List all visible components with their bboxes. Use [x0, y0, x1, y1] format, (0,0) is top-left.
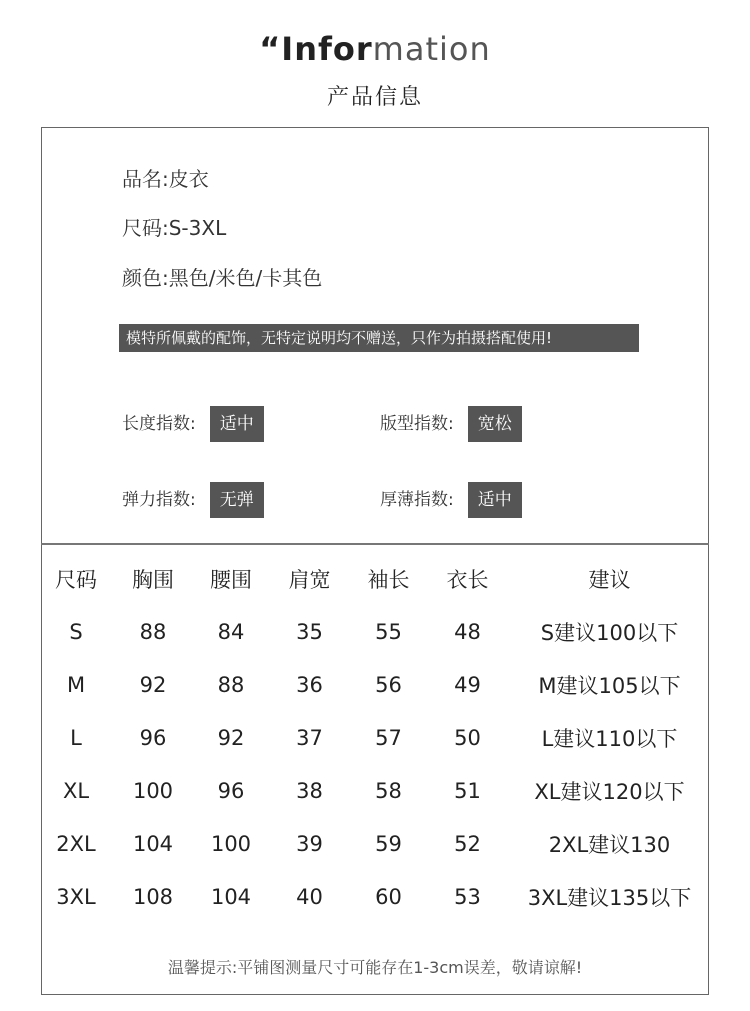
suggestion-cell: XL建议120以下: [534, 779, 685, 804]
chest-cell: 108: [132, 884, 174, 909]
sleeve-cell: 57: [375, 725, 402, 750]
elasticity-index: [122, 482, 264, 518]
suggestion-cell: S建议100以下: [540, 620, 679, 645]
length-cell: 49: [454, 672, 481, 697]
product-size-range: 尺码:S-3XL: [122, 216, 227, 240]
header-suggestion: 建议: [588, 568, 631, 592]
thickness-index-value: 适中: [468, 482, 522, 518]
suggestion-cell: 2XL建议130: [548, 832, 671, 857]
header-chest: 胸围: [132, 568, 174, 592]
table-row: [38, 870, 712, 923]
accessory-notice-banner: 模特所佩戴的配饰，无特定说明均不赠送，只作为拍摄搭配使用!: [119, 324, 639, 352]
length-cell: 53: [454, 884, 481, 909]
table-row: [38, 658, 712, 711]
elasticity-index-value: 无弹: [210, 482, 264, 518]
header-shoulder: 肩宽: [288, 568, 331, 592]
waist-cell: 96: [217, 778, 245, 803]
size-cell: XL: [62, 778, 90, 803]
chest-cell: 88: [139, 619, 167, 644]
shoulder-cell: 38: [296, 778, 323, 803]
header-sleeve: 袖长: [367, 568, 410, 592]
table-row: [38, 764, 712, 817]
shoulder-cell: 40: [296, 884, 323, 909]
size-cell: S: [69, 619, 83, 644]
thickness-index: [380, 482, 522, 518]
length-cell: 52: [454, 831, 481, 856]
length-cell: 48: [454, 619, 481, 644]
shoulder-cell: 36: [296, 672, 323, 697]
measurement-tip: 温馨提示:平铺图测量尺寸可能存在1-3cm误差，敬请谅解!: [167, 958, 583, 977]
length-index-label: 长度指数:: [122, 414, 196, 434]
suggestion-cell: 3XL建议135以下: [527, 885, 692, 910]
length-index: [122, 406, 264, 442]
table-row: [38, 605, 712, 658]
product-name: 品名:皮衣: [122, 167, 209, 191]
waist-cell: 104: [210, 884, 252, 909]
chest-cell: 92: [139, 672, 167, 697]
size-chart-table: [38, 553, 712, 923]
waist-cell: 88: [217, 672, 245, 697]
chest-cell: 100: [132, 778, 174, 803]
page-title: [0, 30, 750, 68]
waist-cell: 92: [217, 725, 245, 750]
thickness-index-label: 厚薄指数:: [380, 490, 454, 510]
waist-cell: 100: [210, 831, 252, 856]
shoulder-cell: 35: [296, 619, 323, 644]
sleeve-cell: 60: [375, 884, 402, 909]
size-chart-header-row: [38, 553, 712, 605]
title-quote-mark: “: [259, 30, 282, 68]
size-cell: M: [66, 672, 86, 697]
size-cell: 3XL: [56, 884, 96, 909]
title-bold-part: Infor: [281, 30, 373, 68]
sleeve-cell: 59: [375, 831, 402, 856]
suggestion-cell: L建议110以下: [541, 726, 678, 751]
shoulder-cell: 37: [296, 725, 323, 750]
product-colors: 颜色:黑色/米色/卡其色: [122, 266, 323, 290]
fit-index-value: 宽松: [468, 406, 522, 442]
header-waist: 腰围: [210, 568, 252, 592]
length-cell: 51: [454, 778, 481, 803]
table-row: [38, 711, 712, 764]
suggestion-cell: M建议105以下: [538, 673, 681, 698]
sleeve-cell: 55: [375, 619, 402, 644]
fit-index-label: 版型指数:: [380, 414, 454, 434]
size-cell: 2XL: [56, 831, 96, 856]
fit-index: [380, 406, 522, 442]
table-row: [38, 817, 712, 870]
elasticity-index-label: 弹力指数:: [122, 490, 196, 510]
size-cell: L: [70, 725, 82, 750]
shoulder-cell: 39: [296, 831, 323, 856]
title-light-part: mation: [372, 30, 491, 68]
length-cell: 50: [454, 725, 481, 750]
header-size: 尺码: [55, 568, 97, 592]
page-subtitle: 产品信息: [326, 85, 423, 110]
chest-cell: 104: [132, 831, 174, 856]
waist-cell: 84: [217, 619, 245, 644]
length-index-value: 适中: [210, 406, 264, 442]
chest-cell: 96: [139, 725, 167, 750]
sleeve-cell: 58: [375, 778, 402, 803]
sleeve-cell: 56: [375, 672, 402, 697]
header-length: 衣长: [446, 568, 489, 592]
section-divider: [41, 543, 709, 545]
